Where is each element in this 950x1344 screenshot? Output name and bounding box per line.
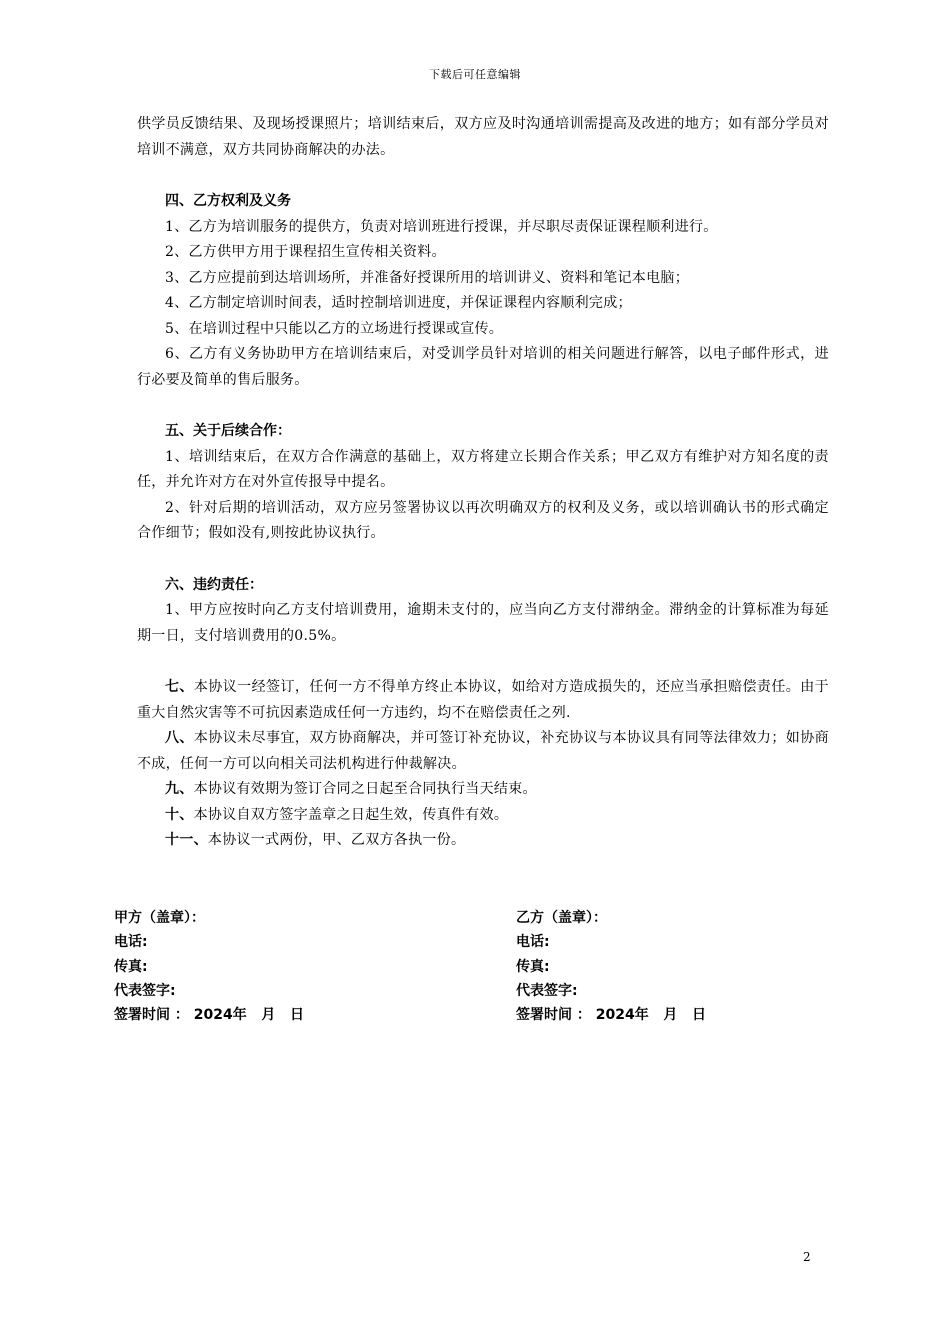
section-4-item: 1、乙方为培训服务的提供方，负责对培训班进行授课，并尽职尽责保证课程顺利进行。: [165, 218, 718, 235]
party-b-representative: 代表签字:: [516, 982, 578, 999]
party-b-seal: 乙方（盖章）：: [516, 910, 607, 926]
section-5-item: 2、针对后期的培训活动，双方应另签署协议以再次明确双方的权利及义务，或以培训确认书的形式确定合作细节；假如没有,则按此协议执行。: [137, 499, 829, 541]
party-b-phone: 电话:: [516, 934, 550, 951]
clause-8: [137, 726, 829, 777]
clause-label: 十、: [165, 806, 194, 823]
section-4-item: 2、乙方供甲方用于课程招生宣传相关资料。: [165, 244, 446, 260]
clause-label: 十一、: [165, 832, 208, 848]
party-a-signature-block: [114, 906, 444, 1027]
section-4-title: 四、乙方权利及义务: [165, 193, 291, 209]
clause-text: 本协议一式两份，甲、乙双方各执一份。: [207, 832, 466, 848]
section-5-item: 1、培训结束后，在双方合作满意的基础上，双方将建立长期合作关系；甲乙双方有维护对方知名度的责任，并允许对方在对外宣传报导中提名。: [137, 448, 829, 490]
clause-11: [137, 828, 829, 854]
intro-paragraph: 供学员反馈结果、及现场授课照片；培训结束后，双方应及时沟通培训需提高及改进的地方；如有部分学员对培训不满意，双方共同协商解决的办法。: [137, 116, 829, 158]
party-a-fax: 传真:: [114, 958, 148, 975]
party-b-fax: 传真:: [516, 958, 550, 975]
clause-10: [137, 803, 829, 829]
clause-label: 九、: [165, 781, 194, 797]
party-b-signature-block: [516, 906, 846, 1027]
section-6-item: 1、甲方应按时向乙方支付培训费用，逾期未支付的，应当向乙方支付滞纳金。滞纳金的计算标准为每延期一日，支付培训费用的0.5%。: [137, 602, 829, 644]
party-a-date: 签署时间 ： 2024年 月 日: [114, 1007, 304, 1024]
party-a-phone: 电话:: [114, 934, 148, 951]
clause-7: [137, 675, 829, 726]
clause-label: 七、: [165, 679, 194, 695]
clause-9: [137, 777, 829, 803]
page-number: 2: [803, 1250, 811, 1264]
page-header: 下载后可任意编辑: [429, 68, 521, 81]
section-5-title: 五、关于后续合作：: [165, 423, 291, 439]
section-4-item: 5、在培训过程中只能以乙方的立场进行授课或宣传。: [165, 320, 504, 337]
clause-label: 八、: [165, 730, 194, 746]
section-6-title: 六、违约责任：: [165, 576, 263, 593]
party-b-date: 签署时间 ： 2024年 月 日: [516, 1007, 706, 1024]
clause-text: 本协议未尽事宜，双方协商解决，并可签订补充协议，补充协议与本协议具有同等法律效力；如协商不成，任何一方可以向相关司法机构进行仲裁解决。: [137, 730, 829, 772]
section-4-item: 3、乙方应提前到达培训场所，并准备好授课所用的培训讲义、资料和笔记本电脑；: [165, 269, 690, 286]
document-body: [137, 112, 829, 854]
clause-text: 本协议自双方签字盖章之日起生效，传真件有效。: [193, 806, 509, 823]
party-a-representative: 代表签字:: [114, 982, 176, 999]
section-4-item: 4、乙方制定培训时间表，适时控制培训进度，并保证课程内容顺利完成；: [165, 295, 632, 311]
section-4-item: 6、乙方有义务协助甲方在培训结束后，对受训学员针对培训的相关问题进行解答，以电子邮件形式，进行必要及简单的售后服务。: [137, 346, 829, 388]
clause-text: 本协议一经签订，任何一方不得单方终止本协议，如给对方造成损失的，还应当承担赔偿责任。由于重大自然灾害等不可抗因素造成任何一方违约，均不在赔偿责任之列.: [137, 679, 829, 721]
party-a-seal: 甲方（盖章）：: [114, 910, 205, 926]
clause-text: 本协议有效期为签订合同之日起至合同执行当天结束。: [193, 781, 537, 797]
